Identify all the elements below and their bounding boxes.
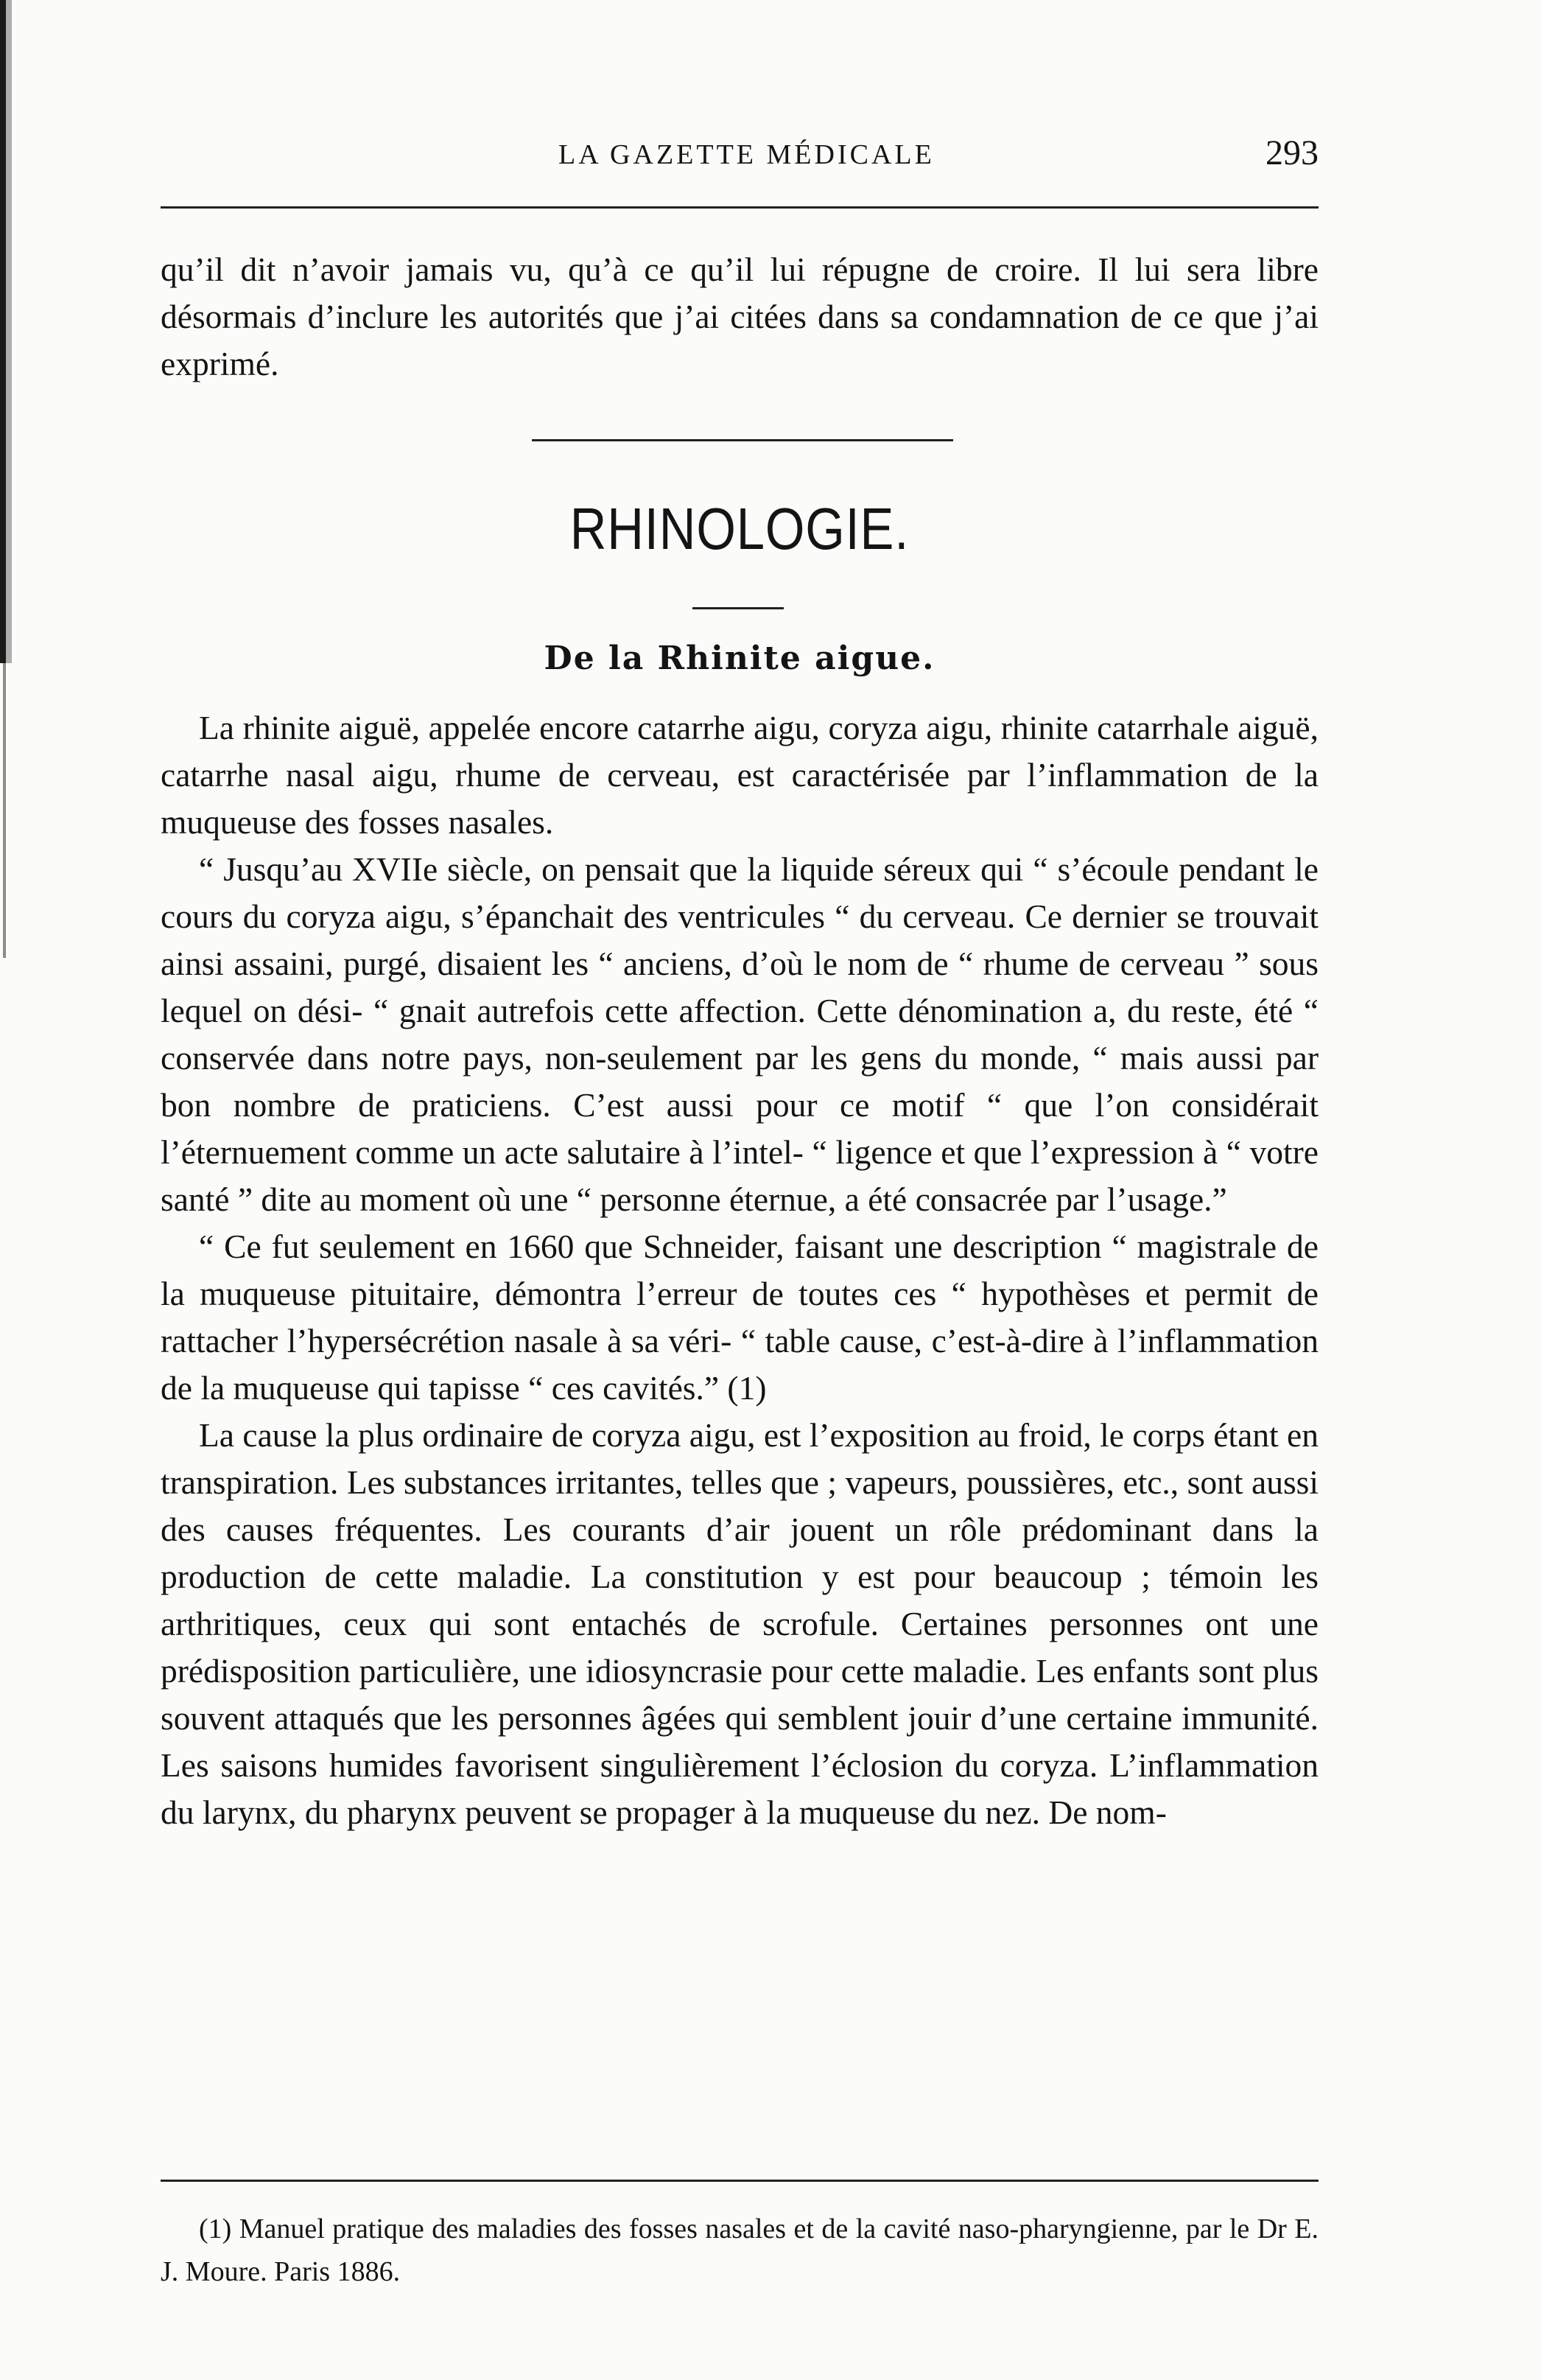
section-title: RHINOLOGIE.: [569, 496, 910, 561]
paragraph-definition: La rhinite aiguë, appelée encore catarrhe aigu, coryza aigu, rhinite catarrhale aiguë, catarrhe nasal aigu, rhume de cerveau, est caractérisée par l’inflammation de la muqueuse des fosses nasales.: [161, 709, 1319, 841]
footnote: [161, 2208, 1319, 2293]
running-title: LA GAZETTE MÉDICALE: [558, 139, 935, 170]
page-number: 293: [1266, 133, 1319, 172]
header-rule: [161, 206, 1319, 209]
opening-paragraph: qu’il dit n’avoir jamais vu, qu’à ce qu’il lui répugne de croire. Il lui sera libre désormais d’inclure les autorités que j’ai citées dans sa condamnation de ce que j’ai exprimé.: [161, 251, 1319, 382]
running-head: [161, 133, 1319, 183]
title-separator-rule: [692, 607, 784, 609]
page-binding-shadow: [3, 663, 6, 958]
section-separator-rule: [532, 439, 953, 441]
opening-text: [161, 246, 1319, 388]
footnote-text: (1) Manuel pratique des maladies des fosses nasales et de la cavité naso-pharyngienne, par le Dr E. J. Moure. Paris 1886.: [161, 2213, 1319, 2287]
paragraph-causes: La cause la plus ordinaire de coryza aigu, est l’exposition au froid, le corps étant en transpiration. Les substances irritantes, telles que ; vapeurs, poussières, etc., sont aussi des causes fréquentes. Les courants d’air jouent un rôle prédominant dans la production de cette maladie. La constitution y est pour beaucoup ; témoin les arthritiques, ceux qui sont entachés de scrofule. Certaines personnes ont une prédisposition particulière, une idiosyncrasie pour cette maladie. Les enfants sont plus souvent attaqués que les personnes âgées qui semblent jouir d’une certaine immunité. Les saisons humides favorisent singulièrement l’éclosion du coryza. L’inflammation du larynx, du pharynx peuvent se propager à la muqueuse du nez. De nom-: [161, 1416, 1319, 1831]
article-subtitle: De la Rhinite aigue.: [544, 640, 936, 677]
article-body: [161, 704, 1319, 1836]
paragraph-history-quote: “ Jusqu’au XVIIe siècle, on pensait que la liquide séreux qui “ s’écoule pendant le cours du coryza aigu, s’épanchait des ventricules “ du cerveau. Ce dernier se trouvait ainsi assaini, purgé, disaient les “ anciens, d’où le nom de “ rhume de cerveau ” sous lequel on dési- “ gnait autrefois cette affection. Cette dénomination a, du reste, été “ conservée dans notre pays, non-seulement par les gens du monde, “ mais aussi par bon nombre de praticiens. C’est aussi pour ce motif “ que l’on considérait l’éternuement comme un acte salutaire à l’intel- “ ligence et que l’expression à “ votre santé ” dite au moment où une “ personne éternue, a été consacrée par l’usage.”: [161, 850, 1319, 1218]
paragraph-schneider-quote: “ Ce fut seulement en 1660 que Schneider, faisant une description “ magistrale de la muqueuse pituitaire, démontra l’erreur de toutes ces “ hypothèses et permit de rattacher l’hypersécrétion nasale à sa véri- “ table cause, c’est-à-dire à l’inflammation de la muqueuse qui tapisse “ ces cavités.” (1): [161, 1228, 1319, 1407]
page-binding-edge: [0, 0, 12, 663]
footnote-rule: [161, 2180, 1319, 2182]
